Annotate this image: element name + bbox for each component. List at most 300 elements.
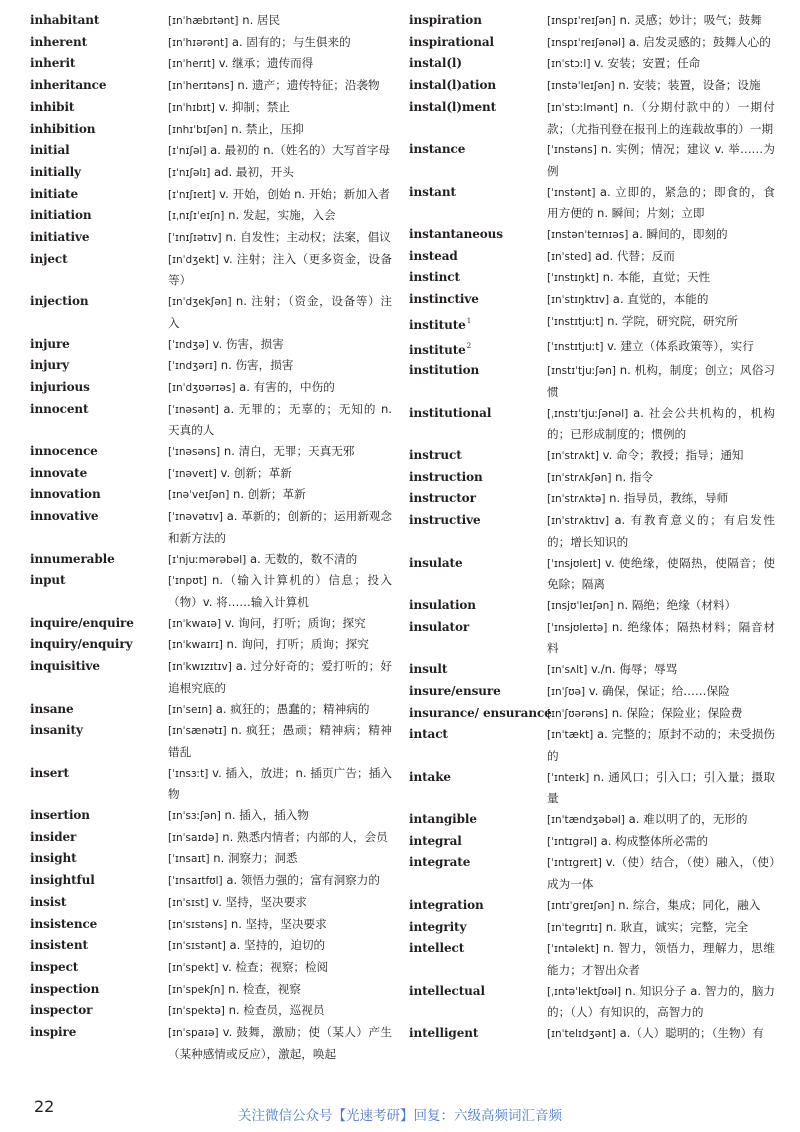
definition bbox=[547, 724, 775, 766]
definition bbox=[168, 634, 392, 656]
meaning: n. 疯狂；愚顽；精神病；精神错乱 bbox=[168, 723, 392, 759]
headword bbox=[409, 617, 547, 638]
headword bbox=[30, 162, 168, 183]
definition bbox=[168, 1000, 392, 1022]
pronunciation: [ɪnˈspekt] bbox=[168, 961, 219, 974]
headword-text: innovation bbox=[30, 487, 101, 502]
meaning: n. 检查，视察 bbox=[224, 981, 301, 996]
headword bbox=[409, 267, 547, 288]
meaning: n. 创新；革新 bbox=[229, 487, 306, 502]
headword-text: instructive bbox=[409, 513, 481, 528]
pronunciation: [ˈɪnɪʃɪətɪv] bbox=[168, 232, 222, 245]
pronunciation: [ˈɪnstənt] bbox=[547, 186, 596, 199]
pronunciation: [ɪnˈstrʌkt] bbox=[547, 450, 599, 463]
pronunciation: [ɪnˈsʌlt] bbox=[547, 664, 588, 677]
headword-text: insurance/ ensurance bbox=[409, 705, 552, 720]
definition bbox=[168, 119, 392, 141]
definition bbox=[168, 463, 392, 485]
headword-text: insertion bbox=[30, 808, 90, 823]
meaning: n. 知识分子 a. 智力的，脑力的；（人）有知识的，高智力的 bbox=[547, 983, 775, 1020]
homograph-number: 2 bbox=[466, 341, 472, 350]
headword bbox=[30, 979, 168, 1000]
headword-text: intact bbox=[409, 727, 448, 742]
pronunciation: [ˈɪnpʊt] bbox=[168, 575, 207, 588]
dictionary-entry bbox=[30, 291, 392, 333]
meaning: a. 完整的；原封不动的；未受损伤的 bbox=[547, 727, 775, 763]
definition bbox=[547, 938, 775, 980]
headword bbox=[409, 246, 547, 267]
dictionary-entry bbox=[30, 32, 392, 54]
headword-text: insight bbox=[30, 851, 77, 866]
meaning: n. 指导员，教练，导师 bbox=[605, 491, 729, 506]
pronunciation: [ˈɪnəveɪt] bbox=[168, 467, 217, 480]
pronunciation: [ɪnˈstɪŋktɪv] bbox=[547, 294, 610, 307]
dictionary-entry bbox=[30, 656, 392, 698]
definition bbox=[547, 809, 775, 831]
headword bbox=[30, 1022, 168, 1043]
meaning: n. 询问，打听；质询；探究 bbox=[222, 637, 369, 652]
headword bbox=[30, 53, 168, 74]
headword-text: intellectual bbox=[409, 983, 485, 998]
headword bbox=[30, 205, 168, 226]
headword-text: integration bbox=[409, 897, 484, 912]
definition bbox=[168, 205, 392, 227]
headword-text: institution bbox=[409, 363, 480, 378]
pronunciation: [ɪnˈsɪst] bbox=[168, 896, 209, 909]
headword-text: instructor bbox=[409, 491, 476, 506]
dictionary-entry bbox=[30, 506, 392, 548]
meaning: v. 伤害，损害 bbox=[208, 336, 284, 351]
dictionary-entry bbox=[30, 957, 392, 979]
headword bbox=[30, 1000, 168, 1021]
meaning: n. 绝缘体；隔热材料；隔音材料 bbox=[547, 619, 775, 656]
dictionary-entry bbox=[409, 360, 775, 402]
headword bbox=[409, 75, 547, 96]
meaning: n. 插入，插入物 bbox=[220, 808, 309, 823]
meaning: a. 坚持的，迫切的 bbox=[225, 938, 326, 953]
headword bbox=[30, 355, 168, 376]
meaning: n. 实例；情况；建议 v. 举……为例 bbox=[547, 142, 775, 178]
headword-text: insane bbox=[30, 701, 74, 716]
dictionary-entry bbox=[30, 334, 392, 356]
definition bbox=[168, 441, 392, 463]
dictionary-entry bbox=[30, 827, 392, 849]
dictionary-entry bbox=[30, 119, 392, 141]
meaning: n. 遗产；遗传特征；沿袭物 bbox=[233, 78, 380, 93]
footer-promo: 关注微信公众号【光速考研】回复：六级高频词汇音频 bbox=[238, 1108, 562, 1124]
headword-text: insulation bbox=[409, 597, 476, 612]
dictionary-entry bbox=[30, 805, 392, 827]
dictionary-entry bbox=[409, 831, 775, 853]
definition bbox=[168, 570, 392, 612]
pronunciation: [ɪnˈsɪstəns] bbox=[168, 918, 228, 931]
headword bbox=[409, 852, 547, 873]
headword bbox=[30, 291, 168, 312]
dictionary-entry bbox=[409, 311, 775, 336]
headword bbox=[30, 75, 168, 96]
definition bbox=[547, 553, 775, 595]
definition bbox=[547, 53, 775, 75]
definition bbox=[547, 595, 775, 617]
headword-text: inherent bbox=[30, 34, 88, 49]
meaning: v. 创新；革新 bbox=[216, 465, 292, 480]
dictionary-entry bbox=[30, 184, 392, 206]
headword-text: instal(l)ment bbox=[409, 99, 497, 114]
meaning: n. 居民 bbox=[238, 13, 281, 27]
pronunciation: [ɪnˈseɪn] bbox=[168, 703, 213, 716]
meaning: a. 最初的 n.（姓名的）大写首字母 bbox=[206, 143, 391, 158]
definition bbox=[547, 767, 775, 809]
meaning: v. 命令；教授；指导；通知 bbox=[598, 448, 744, 463]
headword-text: intake bbox=[409, 769, 451, 784]
definition bbox=[547, 336, 775, 358]
headword-text: inheritance bbox=[30, 78, 107, 93]
definition bbox=[547, 852, 775, 894]
headword-text: innovate bbox=[30, 465, 88, 480]
headword bbox=[30, 97, 168, 118]
pronunciation: [ɪnˈsted] bbox=[547, 250, 592, 263]
definition bbox=[168, 249, 392, 291]
headword-text: inquire/enquire bbox=[30, 615, 134, 630]
pronunciation: [ɪnˈsaɪdə] bbox=[168, 831, 219, 844]
headword bbox=[409, 553, 547, 574]
headword bbox=[409, 510, 547, 531]
headword bbox=[409, 311, 547, 336]
headword bbox=[30, 656, 168, 677]
pronunciation: [ɪnˈstrʌktə] bbox=[547, 493, 606, 506]
headword bbox=[409, 703, 552, 724]
definition bbox=[168, 227, 392, 249]
headword-text: insure/ensure bbox=[409, 683, 501, 698]
pronunciation: [ɪnspɪˈreɪʃənəl] bbox=[547, 36, 626, 49]
pronunciation: [ɪˈnɪʃəl] bbox=[168, 145, 207, 158]
meaning: v./n. 侮辱；辱骂 bbox=[587, 662, 678, 677]
headword-text: instruction bbox=[409, 469, 483, 484]
headword bbox=[30, 699, 168, 720]
definition bbox=[168, 827, 392, 849]
pronunciation: [ˈɪnstəns] bbox=[547, 144, 597, 157]
headword-text: integral bbox=[409, 833, 462, 848]
pronunciation: [ˌɪntəˈlektʃʊəl] bbox=[547, 985, 622, 998]
definition bbox=[547, 311, 775, 333]
headword-text: inspector bbox=[30, 1003, 93, 1018]
headword bbox=[409, 467, 547, 488]
definition bbox=[547, 659, 775, 681]
headword bbox=[409, 336, 547, 361]
definition bbox=[547, 10, 775, 32]
pronunciation: [ɪnˈherɪt] bbox=[168, 58, 216, 71]
meaning: a. 有害的，中伤的 bbox=[235, 379, 335, 394]
pronunciation: [ˈɪndʒərɪ] bbox=[168, 360, 218, 373]
headword-text: instruct bbox=[409, 448, 462, 463]
meaning: v. 检查；视察；检阅 bbox=[218, 959, 329, 974]
meaning: n. 自发性；主动权；法案，倡议 bbox=[221, 230, 391, 245]
definition bbox=[168, 549, 392, 571]
meaning: ad. 代替；反而 bbox=[591, 248, 675, 263]
pronunciation: [ˈɪnsjʊleɪtə] bbox=[547, 621, 608, 634]
headword-text: inherit bbox=[30, 56, 76, 71]
headword-text: injury bbox=[30, 358, 70, 373]
pronunciation: [ˈɪnsaɪtfʊl] bbox=[168, 875, 223, 888]
headword bbox=[30, 140, 168, 161]
definition bbox=[168, 53, 392, 75]
dictionary-entry bbox=[30, 892, 392, 914]
definition bbox=[168, 613, 392, 635]
headword bbox=[30, 570, 168, 591]
definition bbox=[168, 75, 392, 97]
pronunciation: [ɪnˈdʒekt] bbox=[168, 253, 220, 266]
pronunciation: [ɪˈnjuːmərəbəl] bbox=[168, 553, 247, 566]
definition bbox=[168, 957, 392, 979]
pronunciation: [ˌɪnstɪˈtjuːʃənəl] bbox=[547, 407, 629, 420]
headword bbox=[409, 831, 547, 852]
headword-text: initiative bbox=[30, 230, 90, 245]
definition bbox=[547, 75, 775, 97]
meaning: n. 清白，无罪；天真无邪 bbox=[220, 444, 355, 459]
headword-text: instant bbox=[409, 184, 456, 199]
meaning: n.（分期付款中的）一期付款；（尤指刊登在报刊上的连载故事的）一期 bbox=[547, 99, 775, 136]
dictionary-entry bbox=[30, 570, 392, 612]
dictionary-entry bbox=[409, 595, 775, 617]
meaning: v. 询问，打听；质询；探究 bbox=[221, 615, 366, 630]
right-column bbox=[409, 10, 775, 1045]
dictionary-entry bbox=[30, 463, 392, 485]
headword-text: inquiry/enquiry bbox=[30, 637, 133, 652]
meaning: n. 指令 bbox=[611, 469, 654, 484]
definition bbox=[168, 892, 392, 914]
dictionary-entry bbox=[409, 32, 775, 54]
dictionary-entry bbox=[409, 53, 775, 75]
headword-text: initial bbox=[30, 143, 70, 158]
pronunciation: [ɪntɪˈgreɪʃən] bbox=[547, 899, 615, 912]
headword bbox=[30, 892, 168, 913]
pronunciation: [ɪnstəˈleɪʃən] bbox=[547, 80, 615, 93]
meaning: n. 耿直，诚实；完整，完全 bbox=[602, 919, 749, 934]
definition bbox=[547, 831, 775, 853]
definition bbox=[168, 506, 392, 548]
definition bbox=[547, 32, 775, 54]
headword-text: innovative bbox=[30, 509, 99, 524]
headword-text: inject bbox=[30, 251, 68, 266]
headword-text: institutional bbox=[409, 405, 492, 420]
headword-text: inspect bbox=[30, 959, 79, 974]
left-column bbox=[30, 10, 392, 1064]
dictionary-entry bbox=[409, 289, 775, 311]
pronunciation: [ˈɪnəsənt] bbox=[168, 403, 219, 416]
definition bbox=[168, 334, 392, 356]
meaning: n. 禁止，压抑 bbox=[227, 121, 304, 136]
dictionary-entry bbox=[30, 979, 392, 1001]
dictionary-entry bbox=[409, 467, 775, 489]
headword-text: institute bbox=[409, 317, 466, 332]
meaning: a. 瞬间的，即刻的 bbox=[628, 227, 728, 242]
headword bbox=[409, 895, 547, 916]
headword bbox=[30, 763, 168, 784]
meaning: n. 综合，集成；同化，融入 bbox=[614, 897, 761, 912]
dictionary-entry bbox=[30, 549, 392, 571]
definition bbox=[168, 914, 392, 936]
pronunciation: [ɪnˈspekʃn] bbox=[168, 983, 225, 996]
definition bbox=[168, 699, 392, 721]
dictionary-entry bbox=[409, 659, 775, 681]
definition bbox=[547, 1023, 775, 1045]
headword-text: inspire bbox=[30, 1025, 77, 1040]
pronunciation: [ɪnˈspaɪə] bbox=[168, 1027, 219, 1040]
headword-text: innocence bbox=[30, 444, 98, 459]
dictionary-entry bbox=[30, 634, 392, 656]
headword-text: initiate bbox=[30, 186, 79, 201]
headword-text: inspiration bbox=[409, 13, 482, 27]
definition bbox=[168, 805, 392, 827]
headword-text: insult bbox=[409, 662, 448, 677]
pronunciation: [ɪnˈsænətɪ] bbox=[168, 725, 227, 738]
headword bbox=[30, 377, 168, 398]
meaning: n. 发起，实施，入会 bbox=[224, 208, 336, 223]
dictionary-entry bbox=[409, 97, 775, 139]
headword bbox=[409, 1023, 547, 1044]
pronunciation: [ɪnˈhɪbɪt] bbox=[168, 101, 215, 114]
dictionary-entry bbox=[409, 182, 775, 224]
headword-text: instal(l) bbox=[409, 56, 462, 71]
headword bbox=[409, 224, 547, 245]
definition bbox=[168, 10, 392, 32]
dictionary-entry bbox=[409, 1023, 775, 1045]
definition bbox=[168, 1022, 392, 1064]
meaning: v. 抑制；禁止 bbox=[214, 99, 290, 114]
headword-text: instinct bbox=[409, 270, 460, 285]
headword bbox=[409, 139, 547, 160]
meaning: v. 建立（体系政策等），实行 bbox=[603, 338, 754, 353]
definition bbox=[547, 403, 775, 445]
pronunciation: [ɪnˈstrʌkʃən] bbox=[547, 471, 612, 484]
dictionary-entry bbox=[409, 139, 775, 181]
definition bbox=[168, 32, 392, 54]
dictionary-entry bbox=[30, 870, 392, 892]
headword bbox=[409, 488, 547, 509]
definition bbox=[547, 289, 775, 311]
meaning: a. 构成整体所必需的 bbox=[597, 833, 708, 848]
headword bbox=[409, 53, 547, 74]
definition bbox=[168, 763, 392, 805]
meaning: n. 灵感；妙计；吸气；鼓舞 bbox=[615, 13, 762, 27]
dictionary-entry bbox=[409, 224, 775, 246]
headword bbox=[30, 484, 168, 505]
pronunciation: [ɪnˈstɔːlmənt] bbox=[547, 101, 618, 114]
definition bbox=[547, 246, 775, 268]
headword bbox=[409, 595, 547, 616]
dictionary-entry bbox=[30, 935, 392, 957]
dictionary-entry bbox=[30, 763, 392, 805]
meaning: a. 无数的，数不清的 bbox=[246, 551, 358, 566]
pronunciation: [ɪnˈʃʊə] bbox=[547, 685, 586, 698]
pronunciation: [ɪnˈhɪərənt] bbox=[168, 36, 229, 49]
meaning: v.（使）结合，（使）融入，（使）成为一体 bbox=[547, 855, 775, 892]
headword bbox=[409, 289, 547, 310]
headword bbox=[409, 809, 547, 830]
pronunciation: [ˈɪntəlekt] bbox=[547, 943, 599, 956]
meaning: n. 机构，制度；创立；风俗习惯 bbox=[547, 363, 775, 399]
meaning: a. 立即的，紧急的；即食的，食用方便的 n. 瞬间；片刻；立即 bbox=[547, 184, 775, 221]
meaning: a. 难以明了的，无形的 bbox=[624, 812, 748, 827]
headword bbox=[30, 848, 168, 869]
dictionary-entry bbox=[409, 917, 775, 939]
headword bbox=[30, 184, 168, 205]
dictionary-entry bbox=[30, 699, 392, 721]
dictionary-entry bbox=[30, 140, 392, 162]
headword-text: inspection bbox=[30, 981, 100, 996]
dictionary-entry bbox=[30, 227, 392, 249]
dictionary-entry bbox=[30, 613, 392, 635]
dictionary-entry bbox=[30, 53, 392, 75]
dictionary-entry bbox=[409, 809, 775, 831]
meaning: n. 智力，领悟力，理解力，思维能力；才智出众者 bbox=[547, 941, 775, 977]
dictionary-entry bbox=[30, 10, 392, 32]
headword bbox=[30, 399, 168, 420]
headword bbox=[30, 119, 168, 140]
meaning: a. 启发灵感的；鼓舞人心的 bbox=[625, 34, 771, 49]
headword-text: instead bbox=[409, 248, 458, 263]
meaning: a. 革新的；创新的；运用新观念和新方法的 bbox=[168, 509, 392, 545]
pronunciation: [ɪnəˈveɪʃən] bbox=[168, 489, 230, 502]
pronunciation: [ɪnˈstrʌktɪv] bbox=[547, 515, 610, 528]
headword bbox=[409, 32, 547, 53]
definition bbox=[547, 467, 775, 489]
headword bbox=[30, 227, 168, 248]
meaning: a.（人）聪明的；（生物）有 bbox=[616, 1026, 764, 1041]
headword-text: intellect bbox=[409, 941, 465, 956]
meaning: v. 继承；遗传而得 bbox=[215, 56, 314, 71]
pronunciation: [ɪnhɪˈbɪʃən] bbox=[168, 123, 228, 136]
definition bbox=[547, 981, 775, 1023]
meaning: v. 注射；注入（更多资金，设备等） bbox=[168, 251, 392, 288]
headword bbox=[409, 10, 547, 31]
pronunciation: [ɪnˈdʒʊərɪəs] bbox=[168, 381, 236, 394]
headword-text: integrity bbox=[409, 919, 467, 934]
definition bbox=[168, 848, 392, 870]
headword-text: inhibit bbox=[30, 99, 75, 114]
headword-text: insistent bbox=[30, 938, 88, 953]
dictionary-entry bbox=[30, 249, 392, 291]
headword-text: inquisitive bbox=[30, 659, 100, 674]
headword-text: inhibition bbox=[30, 121, 96, 136]
definition bbox=[547, 139, 775, 181]
meaning: v. 鼓舞，激励；使（某人）产生（某种感情或反应），激起，唤起 bbox=[168, 1025, 392, 1061]
headword-text: insanity bbox=[30, 723, 83, 738]
headword bbox=[30, 914, 168, 935]
meaning: n. 坚持，坚决要求 bbox=[227, 916, 327, 931]
definition bbox=[547, 488, 775, 510]
meaning: ad. 最初，开头 bbox=[210, 164, 294, 179]
meaning: a. 领悟力强的；富有洞察力的 bbox=[222, 873, 380, 888]
headword-text: input bbox=[30, 573, 66, 588]
dictionary-entry bbox=[30, 75, 392, 97]
headword bbox=[30, 32, 168, 53]
dictionary-entry bbox=[30, 1000, 392, 1022]
pronunciation: [ˈɪnstɪtjuːt] bbox=[547, 340, 604, 353]
dictionary-entry bbox=[30, 377, 392, 399]
definition bbox=[168, 184, 392, 206]
headword bbox=[409, 681, 547, 702]
definition bbox=[547, 182, 775, 224]
pronunciation: [ɪnˈʃʊərəns] bbox=[547, 707, 609, 720]
pronunciation: [ɪˌnɪʃɪˈeɪʃn] bbox=[168, 210, 225, 223]
meaning: n. 保险；保险业；保险费 bbox=[608, 705, 743, 720]
pronunciation: [ˈɪntɪgrəl] bbox=[547, 835, 598, 848]
meaning: n. 本能，直觉；天性 bbox=[598, 270, 711, 285]
definition bbox=[547, 97, 775, 139]
meaning: a. 无罪的；无辜的；无知的 n. 天真的人 bbox=[168, 401, 392, 438]
pronunciation: [ˈɪnəvətɪv] bbox=[168, 511, 224, 524]
